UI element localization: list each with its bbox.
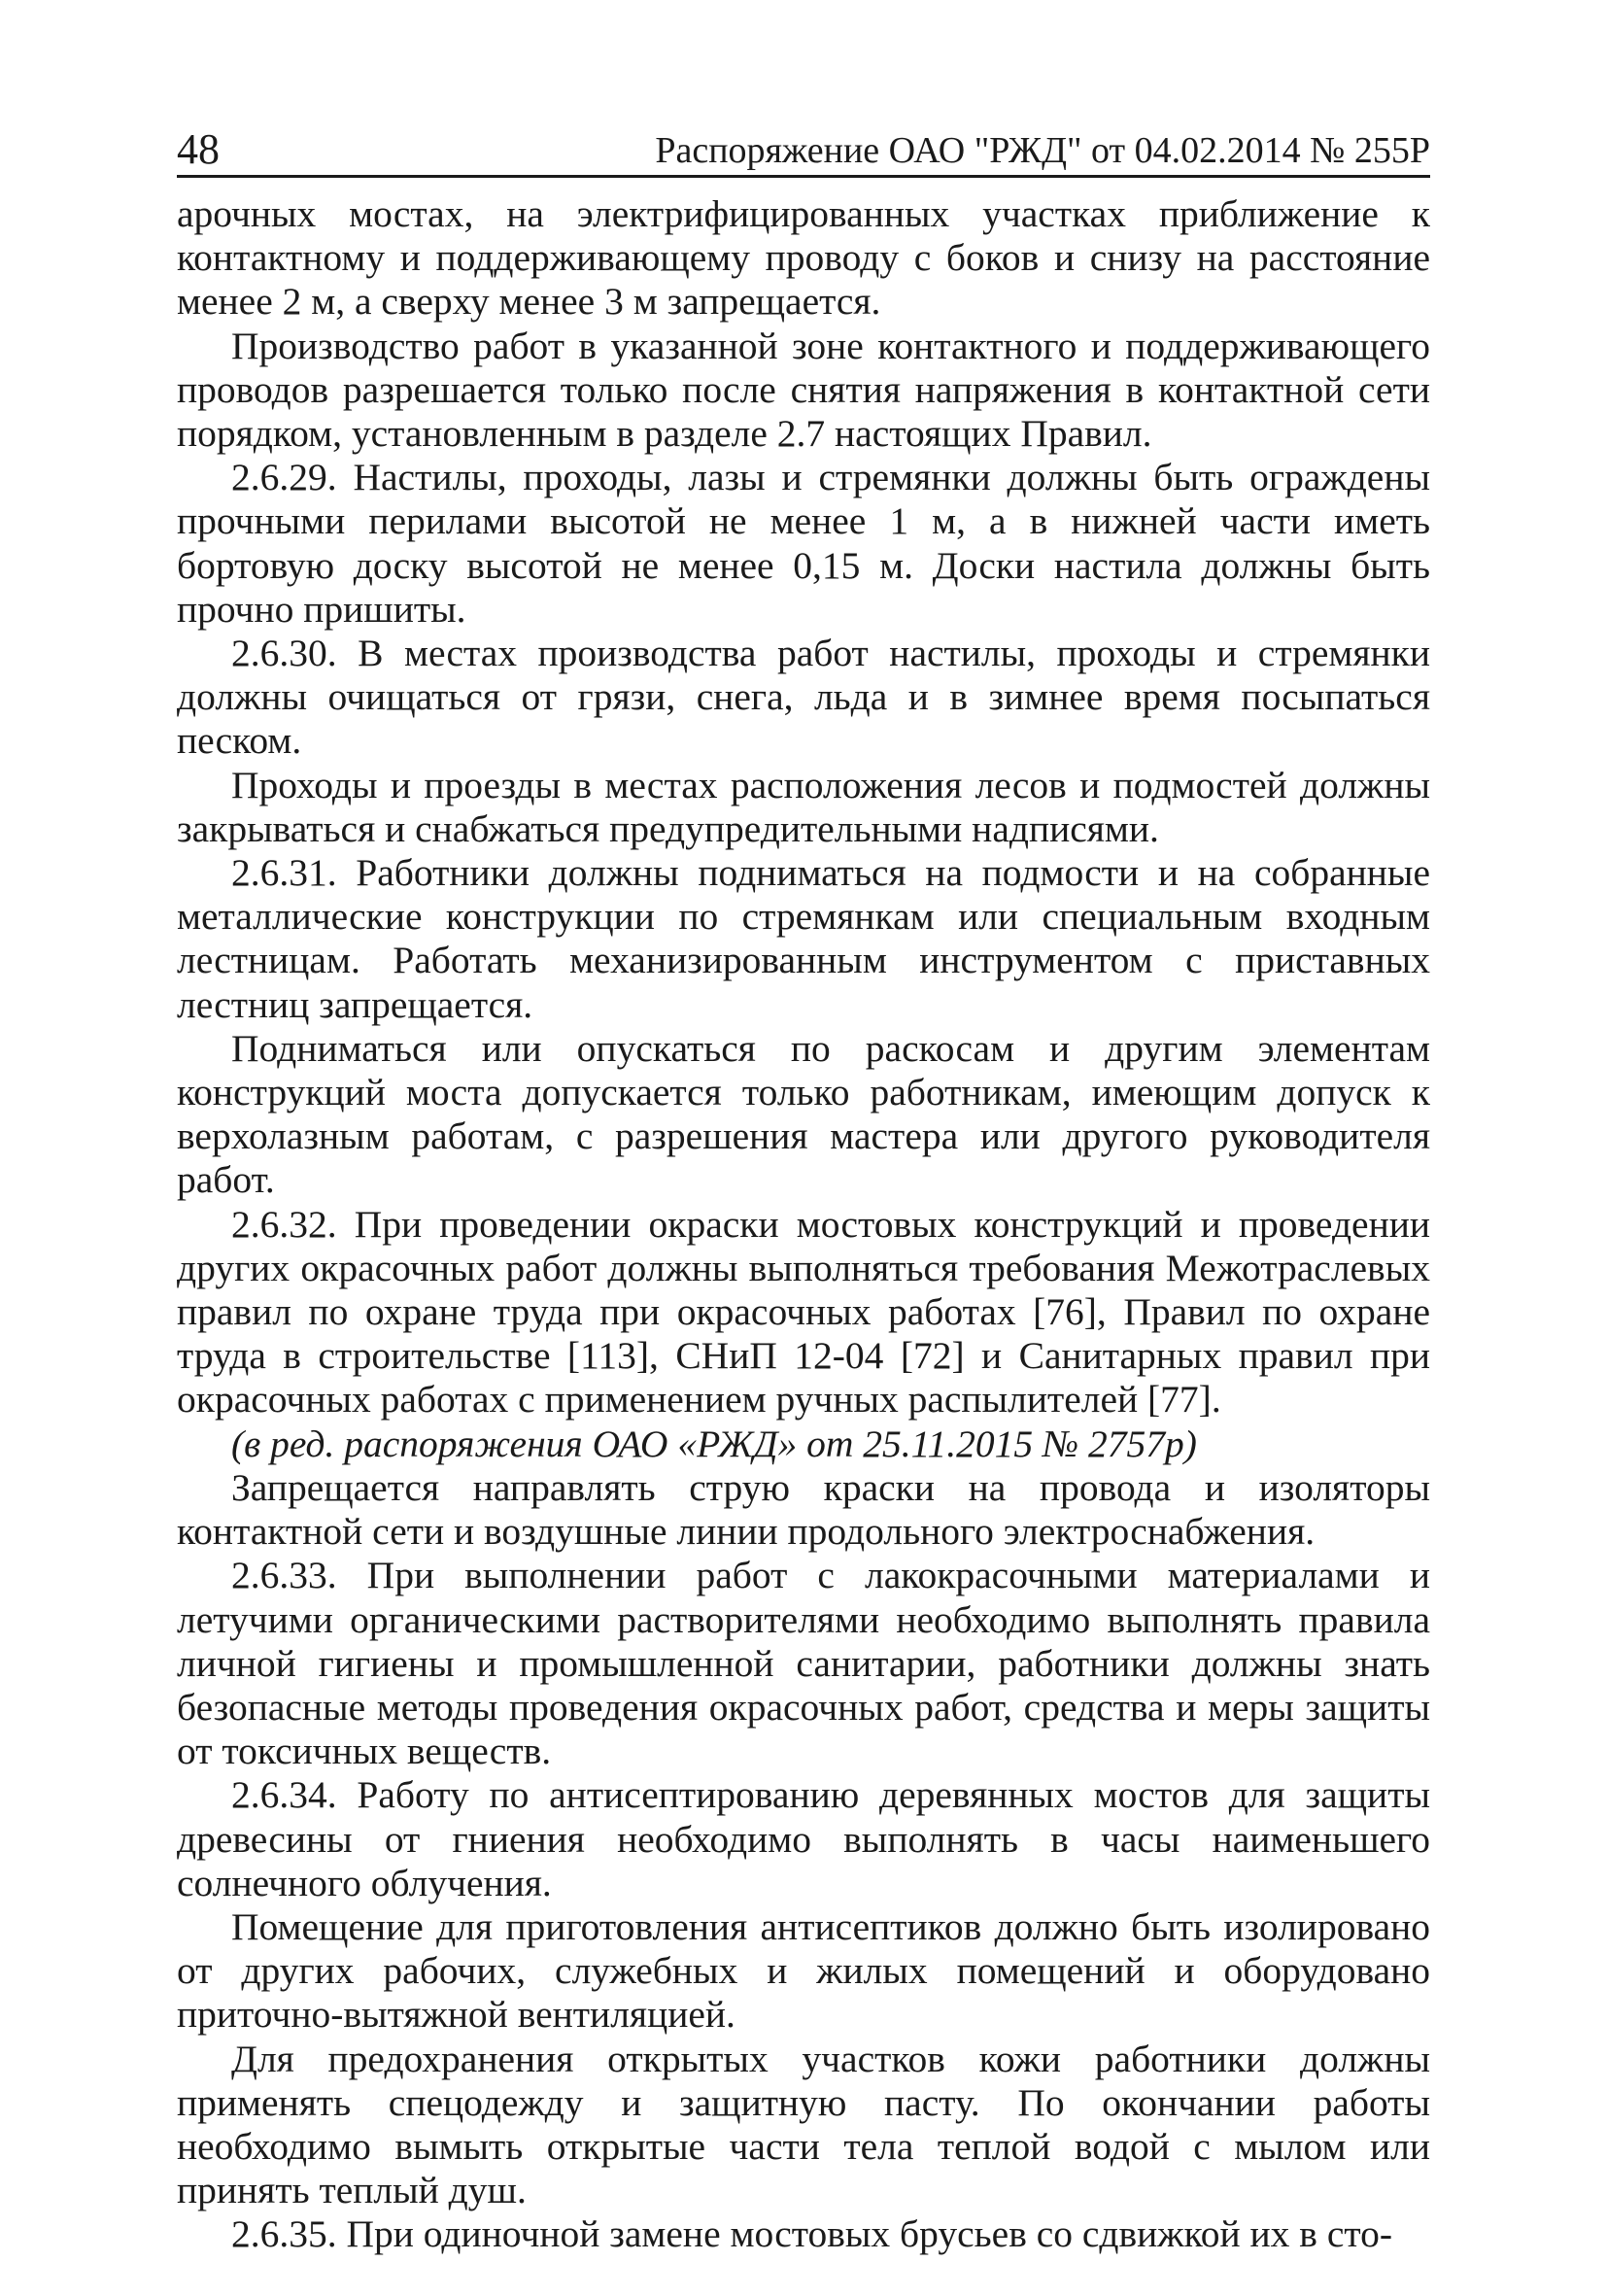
clause-2-6-35: 2.6.35. При одиночной замене мостовых брусьев со сдвижкой их в сто- — [231, 2212, 1393, 2256]
paragraph: Проходы и проезды в местах расположения лесов и подмостей должны закрываться и снабжаться предупредительными надписями. — [177, 763, 1430, 850]
amendment-note: (в ред. распоряжения ОАО «РЖД» от 25.11.2015 № 2757р) — [231, 1422, 1197, 1465]
page-header — [177, 115, 1430, 178]
paragraph: Для предохранения открытых участков кожи работники должны применять спецодежду и защитную пасту. По окончании работы необходимо вымыть открытые части тела теплой водой с мылом или принять теплый душ. — [177, 2037, 1430, 2212]
clause-2-6-32: 2.6.32. При проведении окраски мостовых конструкций и проведении других окрасочных работ должны выполняться требования Межотраслевых правил по охране труда при окрасочных работах [76], Правил по охране труда в строительстве [113], СНиП 12-04 [72] и Санитарных правил при окрасочных работах с применением ручных распылителей [77]. — [177, 1202, 1430, 1422]
clause-2-6-31: 2.6.31. Работники должны подниматься на подмости и на собранные металлические конструкции по стремянкам или специальным входным лестницам. Работать механизированным инструментом с приставных лестниц запрещается. — [177, 851, 1430, 1026]
paragraph: Производство работ в указанной зоне контактного и поддерживающего проводов разрешается только после снятия напряжения в контактной сети порядком, установленным в разделе 2.7 настоящих Правил. — [177, 324, 1430, 456]
paragraph: Подниматься или опускаться по раскосам и другим элементам конструкций моста допускается только работникам, имеющим допуск к верхолазным работам, с разрешения мастера или другого руководителя работ. — [177, 1026, 1430, 1202]
body-text — [177, 192, 1430, 2257]
clause-2-6-29: 2.6.29. Настилы, проходы, лазы и стремянки должны быть ограждены прочными перилами высотой не менее 1 м, а в нижней части иметь бортовую доску высотой не менее 0,15 м. Доски настила должны быть прочно пришиты. — [177, 456, 1430, 631]
running-title: Распоряжение ОАО "РЖД" от 04.02.2014 № 255Р — [655, 130, 1430, 171]
page-number: 48 — [177, 125, 220, 173]
paragraph: Помещение для приготовления антисептиков должно быть изолировано от других рабочих, служебных и жилых помещений и оборудовано приточно-вытяжной вентиляцией. — [177, 1904, 1430, 2037]
paragraph: Запрещается направлять струю краски на провода и изоляторы контактной сети и воздушные линии продольного электроснабжения. — [177, 1465, 1430, 1554]
clause-2-6-34: 2.6.34. Работу по антисептированию деревянных мостов для защиты древесины от гниения необходимо выполнять в часы наименьшего солнечного облучения. — [177, 1773, 1430, 1904]
paragraph-continuation: арочных мостах, на электрифицированных участках приближение к контактному и поддерживающему проводу с боков и снизу на расстояние менее 2 м, а сверху менее 3 м запрещается. — [177, 192, 1430, 324]
clause-2-6-33: 2.6.33. При выполнении работ с лакокрасочными материалами и летучими органическими растворителями необходимо выполнять правила личной гигиены и промышленной санитарии, работники должны знать безопасные методы проведения окрасочных работ, средства и меры защиты от токсичных веществ. — [177, 1554, 1430, 1773]
clause-2-6-30: 2.6.30. В местах производства работ настилы, проходы и стремянки должны очищаться от грязи, снега, льда и в зимнее время посыпаться песком. — [177, 632, 1430, 763]
